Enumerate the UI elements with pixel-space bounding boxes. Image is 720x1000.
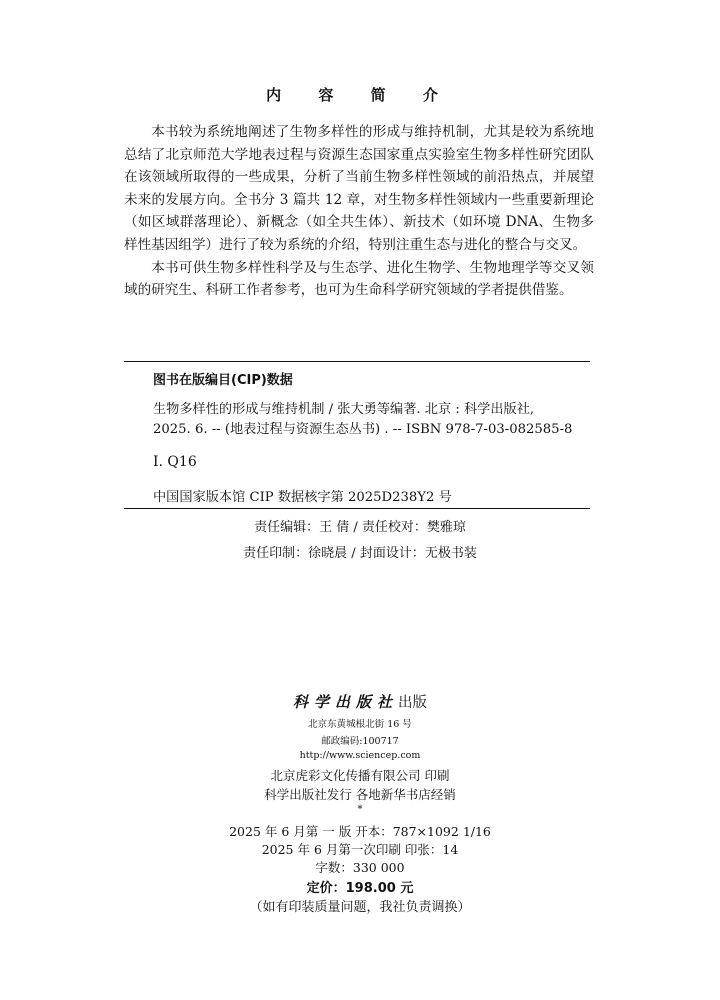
publisher-line: [0, 691, 720, 712]
edition-info: 2025 年 6 月第 一 版 开本：787×1092 1/16: [229, 824, 491, 839]
publisher-address: 北京东黄城根北街 16 号: [308, 719, 412, 730]
production-line: 责任印制：徐晓晨 / 封面设计：无极书装: [243, 546, 477, 561]
publisher-suffix: 出版: [398, 695, 427, 711]
cip-entry-line: 生物多样性的形成与维持机制 / 张大勇等编著. 北京 : 科学出版社,: [153, 402, 535, 417]
editors-line: 责任编辑：王 倩 / 责任校对：樊雅琼: [254, 520, 466, 535]
word-count: 字数：330 000: [315, 860, 405, 875]
page-title: 内 容 简 介: [266, 86, 454, 104]
cip-classification: Ⅰ. Q16: [153, 454, 197, 470]
quality-notice: （如有印装质量问题，我社负责调换）: [249, 900, 471, 915]
printing-info: 2025 年 6 月第一次印刷 印张：14: [261, 842, 459, 857]
cip-entry-line: 2025. 6. -- (地表过程与资源生态丛书) . -- ISBN 978-7-03-082585-8: [153, 422, 573, 437]
cip-record-number: 中国国家版本馆 CIP 数据核字第 2025D238Y2 号: [153, 490, 452, 505]
website: http://www.sciencep.com: [299, 750, 421, 761]
price: 定价：198.00 元: [306, 881, 414, 896]
printer: 北京虎彩文化传播有限公司 印刷: [270, 768, 450, 783]
cip-heading: 图书在版编目(CIP)数据: [153, 373, 293, 388]
cip-top-rule: [124, 361, 590, 362]
book-summary: [124, 121, 594, 302]
publisher-name: 科学出版社: [292, 693, 398, 711]
distribution: 科学出版社发行 各地新华书店经销: [264, 787, 456, 802]
cip-bottom-rule: [124, 508, 590, 509]
summary-paragraph: 本书较为系统地阐述了生物多样性的形成与维持机制，尤其是较为系统地总结了北京师范大学地表过程与资源生态国家重点实验室生物多样性研究团队在该领域所取得的一些成果，分析了当前生物多样性领域的前沿热点，并展望未来的发展方向。全书分 3 篇共 12 章，对生物多样性领域内一些重要新理论（如区域群落理论）、新概念（如全共生体）、新技术（如环境 DNA、生物多样性基因组学）进行了较为系统的介绍，特别注重生态与进化的整合与交叉。: [124, 124, 594, 253]
separator-star: *: [357, 804, 363, 815]
summary-paragraph: 本书可供生物多样性科学及与生态学、进化生物学、生物地理学等交叉领域的研究生、科研工作者参考，也可为生命科学研究领域的学者提供借鉴。: [124, 259, 594, 299]
postcode: 邮政编码:100717: [321, 736, 399, 747]
